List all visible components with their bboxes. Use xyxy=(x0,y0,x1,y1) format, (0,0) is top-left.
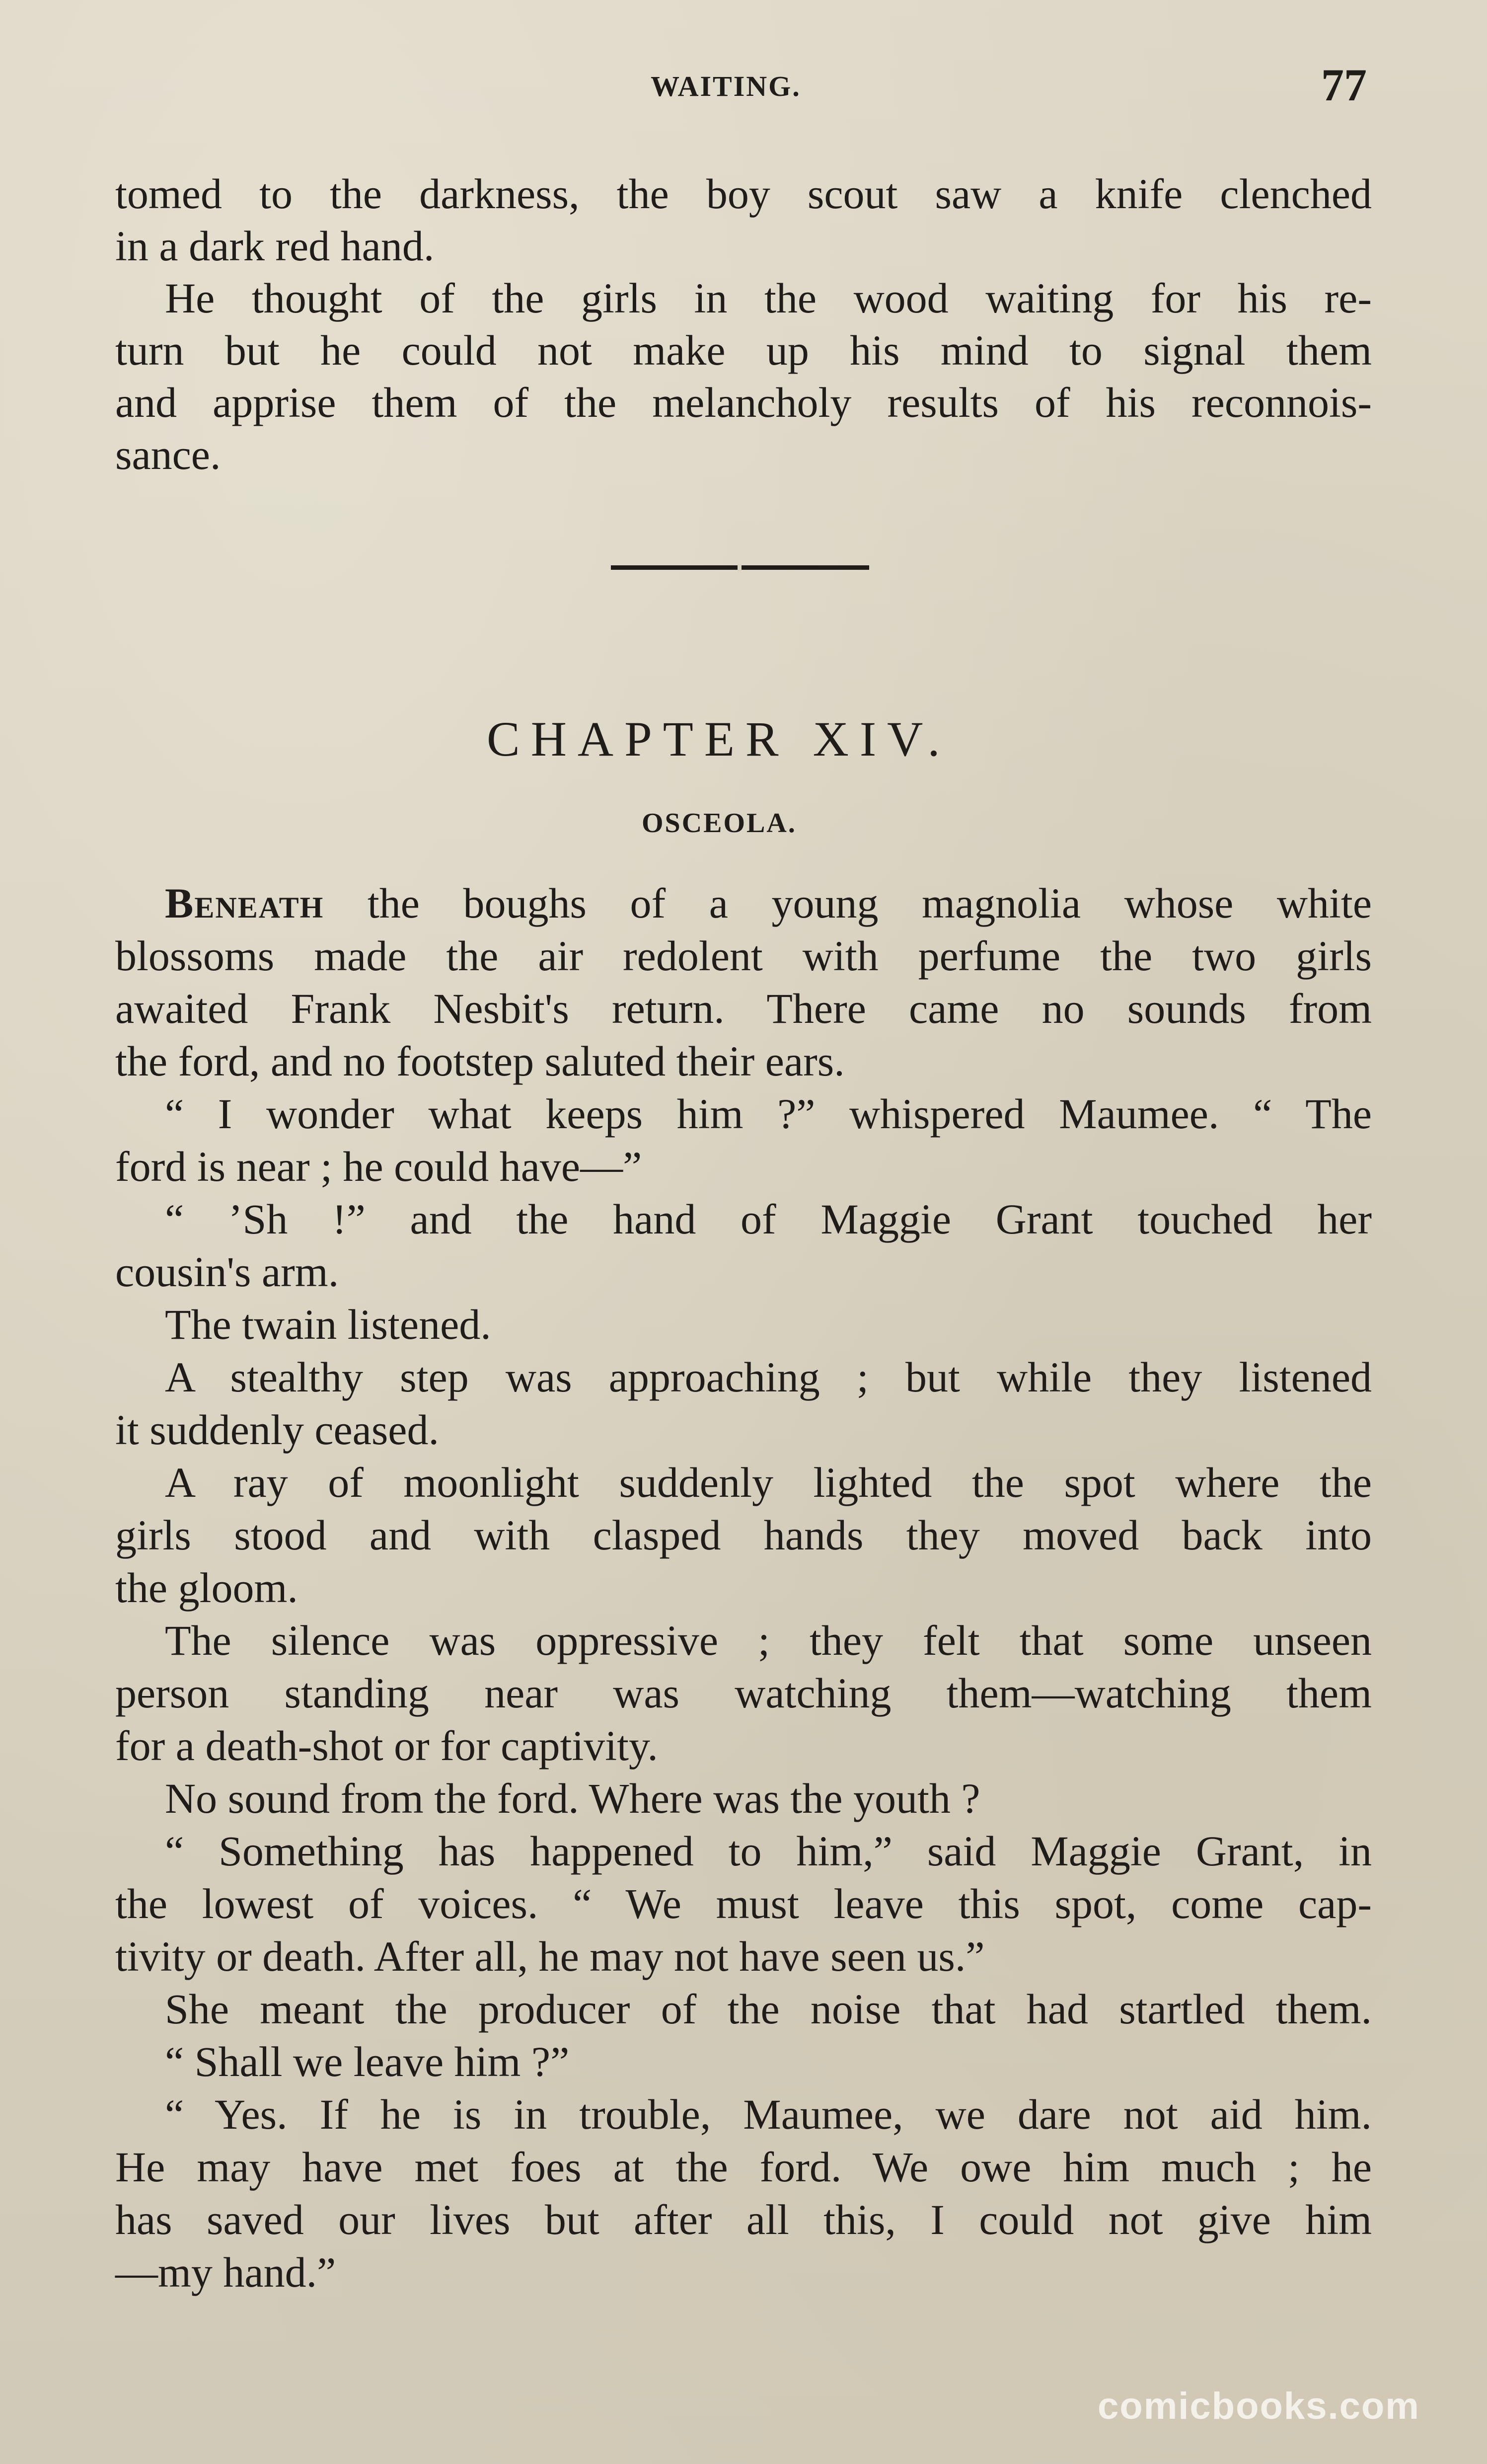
text-line: “ ’Sh !” and the hand of Maggie Grant touched her xyxy=(165,1195,1372,1243)
chapter-subtitle: OSCEOLA. xyxy=(642,808,797,839)
text-line: cousin's arm. xyxy=(115,1248,339,1296)
watermark: comicbooks.com xyxy=(1098,2385,1420,2427)
text-line: She meant the producer of the noise that had startled them. xyxy=(165,1985,1372,2033)
text-line: “ Something has happened to him,” said Maggie Grant, in xyxy=(165,1827,1372,1875)
text-line: —my hand.” xyxy=(115,2248,336,2296)
text-line: The silence was oppressive ; they felt that some unseen xyxy=(165,1617,1372,1664)
text-line: tivity or death. After all, he may not have seen us.” xyxy=(115,1932,985,1980)
text-line: The twain listened. xyxy=(165,1301,491,1348)
text-line: tomed to the darkness, the boy scout saw a knife clenched xyxy=(115,170,1372,218)
section-divider-rule xyxy=(611,565,869,570)
text-line: ford is near ; he could have—” xyxy=(115,1143,642,1190)
text-line: turn but he could not make up his mind to signal them xyxy=(115,326,1372,374)
text-line: “ I wonder what keeps him ?” whispered Maumee. “ The xyxy=(165,1090,1372,1138)
text-line: girls stood and with clasped hands they moved back into xyxy=(115,1511,1372,1559)
text-line: “ Yes. If he is in trouble, Maumee, we dare not aid him. xyxy=(165,2090,1372,2138)
text-line-first xyxy=(165,878,1372,928)
text-line: it suddenly ceased. xyxy=(115,1406,439,1454)
running-head: WAITING. xyxy=(651,70,801,102)
text-line: blossoms made the air redolent with perfume the two girls xyxy=(115,932,1372,980)
text-line: sance. xyxy=(115,431,221,478)
dropcap-word: Beneath xyxy=(165,879,324,927)
text-line: person standing near was watching them—watching them xyxy=(115,1669,1372,1717)
first-line-rest: the boughs of a young magnolia whose white xyxy=(324,879,1372,927)
text-line: for a death-shot or for captivity. xyxy=(115,1722,658,1770)
text-line: He may have met foes at the ford. We owe him much ; he xyxy=(115,2143,1372,2191)
text-line: the lowest of voices. “ We must leave this spot, come cap- xyxy=(115,1880,1372,1927)
text-line: awaited Frank Nesbit's return. There came no sounds from xyxy=(115,985,1372,1032)
text-line: A stealthy step was approaching ; but while they listened xyxy=(165,1353,1372,1401)
text-line: the gloom. xyxy=(115,1564,298,1612)
chapter-title: CHAPTER XIV. xyxy=(487,711,951,767)
text-line: “ Shall we leave him ?” xyxy=(165,2038,570,2085)
text-line: has saved our lives but after all this, I could not give him xyxy=(115,2196,1372,2243)
text-line: the ford, and no footstep saluted their ears. xyxy=(115,1037,845,1085)
text-line: in a dark red hand. xyxy=(115,222,435,270)
text-line: He thought of the girls in the wood waiting for his re- xyxy=(165,274,1372,322)
text-line: and apprise them of the melancholy results of his reconnois- xyxy=(115,379,1372,426)
page-number: 77 xyxy=(1321,60,1367,110)
text-line: A ray of moonlight suddenly lighted the spot where the xyxy=(165,1459,1372,1506)
text-line: No sound from the ford. Where was the youth ? xyxy=(165,1774,980,1822)
